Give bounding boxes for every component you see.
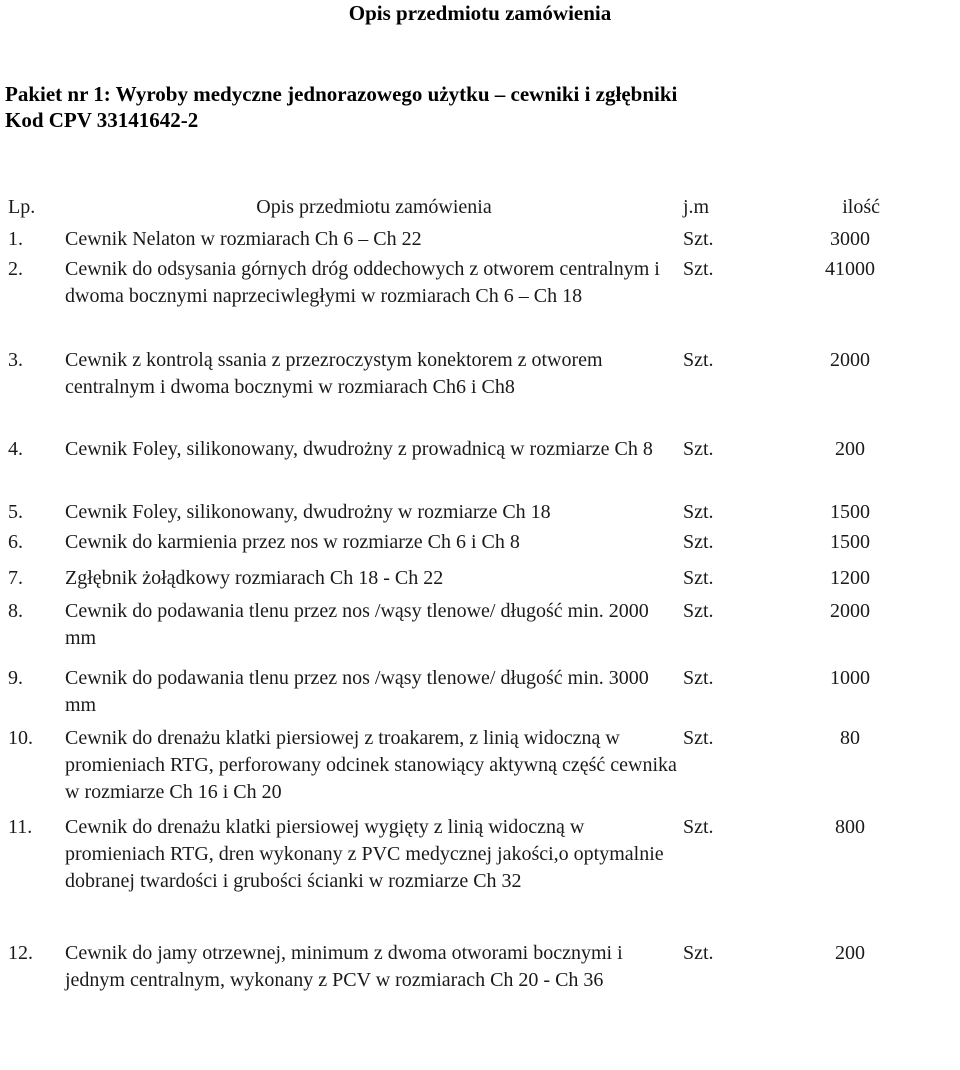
row-lp: 2. [8, 258, 23, 280]
document-title: Opis przedmiotu zamówienia [348, 1, 612, 25]
row-description: Cewnik do jamy otrzewnej, minimum z dwoma otworami bocznymi i jednym centralnym, wykonany z PCV w rozmiarach Ch 20 - Ch 36 [65, 942, 623, 991]
table-row [0, 529, 960, 565]
row-unit: Szt. [683, 349, 714, 371]
row-quantity: 80 [840, 727, 860, 749]
row-description: Cewnik z kontrolą ssania z przezroczystym konektorem z otworem centralnym i dwoma bocznymi w rozmiarach Ch6 i Ch8 [65, 349, 603, 398]
row-description: Cewnik do drenażu klatki piersiowej z troakarem, z linią widoczną w promieniach RTG, perforowany odcinek stanowiący aktywną część cewnika w rozmiarze Ch 16 i Ch 20 [65, 727, 677, 803]
table-row [0, 256, 960, 347]
row-lp: 3. [8, 349, 23, 371]
table-row [0, 814, 960, 940]
package-header [5, 81, 955, 133]
table-row [0, 565, 960, 598]
row-unit: Szt. [683, 600, 714, 622]
row-unit: Szt. [683, 567, 714, 589]
row-quantity: 2000 [830, 600, 870, 622]
row-quantity: 1000 [830, 667, 870, 689]
row-quantity: 200 [835, 438, 865, 460]
row-description: Cewnik Foley, silikonowany, dwudrożny w rozmiarze Ch 18 [65, 501, 551, 523]
row-description: Cewnik do karmienia przez nos w rozmiarze Ch 6 i Ch 8 [65, 531, 520, 553]
header-lp: Lp. [8, 196, 36, 218]
row-lp: 11. [8, 816, 33, 838]
row-description: Cewnik do podawania tlenu przez nos /wąsy tlenowe/ długość min. 2000 mm [65, 600, 649, 649]
row-unit: Szt. [683, 228, 714, 250]
table-row [0, 940, 960, 1030]
row-unit: Szt. [683, 727, 714, 749]
row-lp: 1. [8, 228, 23, 250]
row-unit: Szt. [683, 531, 714, 553]
row-lp: 5. [8, 501, 23, 523]
row-quantity: 1500 [830, 501, 870, 523]
row-lp: 10. [8, 727, 33, 749]
row-lp: 8. [8, 600, 23, 622]
table-row [0, 347, 960, 436]
cpv-code-line: Kod CPV 33141642-2 [5, 108, 199, 132]
row-quantity: 3000 [830, 228, 870, 250]
table-row [0, 499, 960, 529]
row-unit: Szt. [683, 667, 714, 689]
header-quantity: ilość [842, 196, 880, 218]
row-unit: Szt. [683, 942, 714, 964]
table-header-row [0, 194, 960, 226]
package-line: Pakiet nr 1: Wyroby medyczne jednorazowego użytku – cewniki i zgłębniki [5, 82, 678, 106]
table-row [0, 436, 960, 499]
table-row [0, 725, 960, 814]
row-lp: 6. [8, 531, 23, 553]
row-description: Cewnik do podawania tlenu przez nos /wąsy tlenowe/ długość min. 3000 mm [65, 667, 649, 716]
table-row [0, 598, 960, 665]
row-description: Cewnik do odsysania górnych dróg oddechowych z otworem centralnym i dwoma bocznymi naprzeciwległymi w rozmiarach Ch 6 – Ch 18 [65, 258, 660, 307]
row-quantity: 200 [835, 942, 865, 964]
row-description: Cewnik do drenażu klatki piersiowej wygięty z linią widoczną w promieniach RTG, dren wykonany z PVC medycznej jakości,o optymalnie dobranej twardości i grubości ścianki w rozmiarze Ch 32 [65, 816, 664, 892]
row-unit: Szt. [683, 816, 714, 838]
row-quantity: 2000 [830, 349, 870, 371]
row-quantity: 800 [835, 816, 865, 838]
row-lp: 12. [8, 942, 33, 964]
row-unit: Szt. [683, 501, 714, 523]
row-description: Zgłębnik żołądkowy rozmiarach Ch 18 - Ch 22 [65, 567, 444, 589]
table-row [0, 665, 960, 725]
row-unit: Szt. [683, 438, 714, 460]
row-quantity: 1200 [830, 567, 870, 589]
row-unit: Szt. [683, 258, 714, 280]
header-unit: j.m [683, 196, 710, 218]
row-lp: 9. [8, 667, 23, 689]
row-description: Cewnik Nelaton w rozmiarach Ch 6 – Ch 22 [65, 228, 422, 250]
row-description: Cewnik Foley, silikonowany, dwudrożny z prowadnicą w rozmiarze Ch 8 [65, 438, 653, 460]
header-description: Opis przedmiotu zamówienia [256, 196, 492, 218]
table-row [0, 226, 960, 256]
order-items-table [0, 194, 960, 1030]
row-lp: 4. [8, 438, 23, 460]
row-lp: 7. [8, 567, 23, 589]
row-quantity: 41000 [825, 258, 875, 280]
row-quantity: 1500 [830, 531, 870, 553]
